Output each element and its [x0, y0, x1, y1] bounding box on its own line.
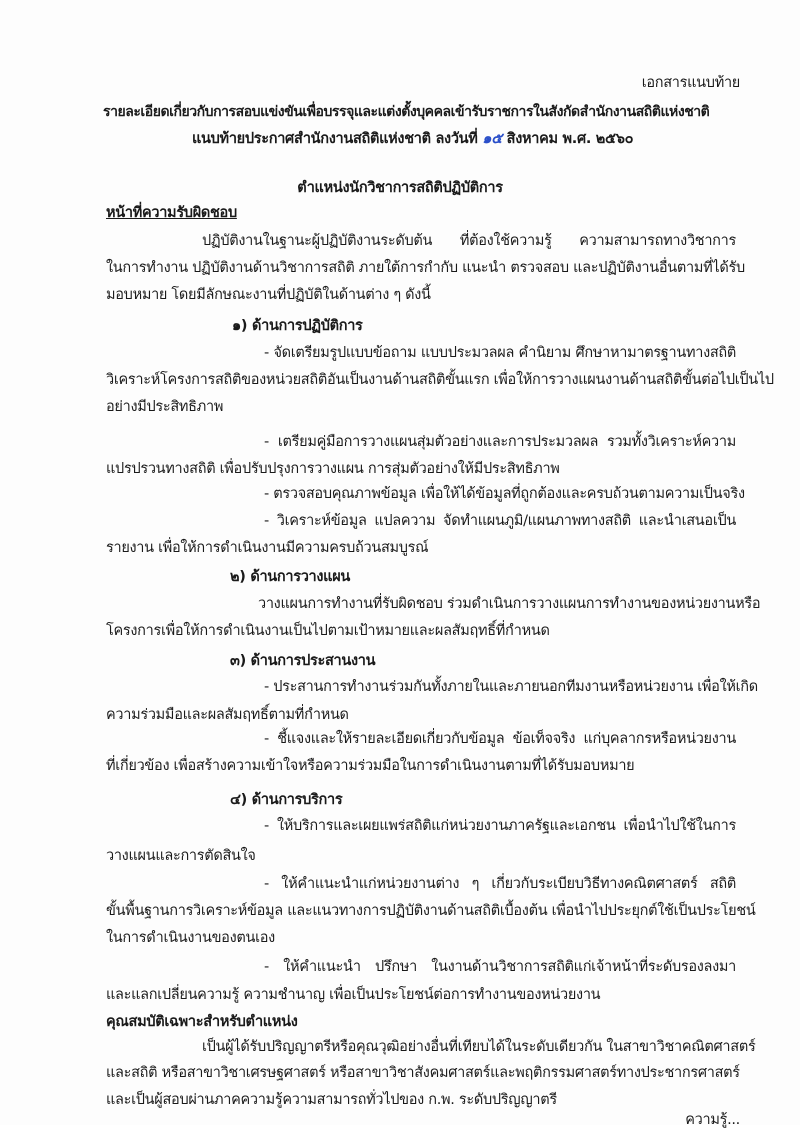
section-line: - ให้บริการและเผยแพร่สถิติแก่หน่วยงานภาครัฐและเอกชน เพื่อนำไปใช้ในการ	[264, 818, 736, 834]
section-line: ในการดำเนินงานของตนเอง	[106, 930, 275, 946]
section-line: วางแผนและการตัดสินใจ	[106, 848, 256, 864]
position-title: ตำแหน่งนักวิชาการสถิติปฏิบัติการ	[297, 180, 503, 196]
section-3-heading: ๓) ด้านการประสานงาน	[230, 653, 376, 669]
continued-label: ความรู้...	[685, 1112, 740, 1128]
title-line-2-prefix: แนบท้ายประกาศสำนักงานสถิติแห่งชาติ ลงวันที่	[192, 131, 478, 147]
duties-heading: หน้าที่ความรับผิดชอบ	[106, 205, 237, 221]
title-line-2	[192, 129, 633, 149]
section-line: วิเคราะห์โครงการสถิติของหน่วยสถิติอันเป็นงานด้านสถิติขั้นแรก เพื่อให้การวางแผนงานด้านสถิติขั้นต่อไปเป็นไป	[106, 372, 774, 388]
section-line: - ให้คำแนะนำแก่หน่วยงานต่าง ๆ เกี่ยวกับระเบียบวิธีทางคณิตศาสตร์ สถิติ	[264, 876, 736, 892]
section-line: - ตรวจสอบคุณภาพข้อมูล เพื่อให้ได้ข้อมูลที่ถูกต้องและครบถ้วนตามความเป็นจริง	[264, 486, 745, 502]
qualifications-line: และสถิติ หรือสาขาวิชาเศรษฐศาสตร์ หรือสาขาวิชาสังคมศาสตร์และพฤติกรรมศาสตร์ทางประชากรศาสตร์	[106, 1065, 740, 1081]
qualifications-line: และเป็นผู้สอบผ่านภาคความรู้ความสามารถทั่วไปของ ก.พ. ระดับปริญญาตรี	[106, 1092, 557, 1108]
section-4-heading: ๔) ด้านการบริการ	[230, 792, 343, 808]
qualifications-line: เป็นผู้ได้รับปริญญาตรีหรือคุณวุฒิอย่างอื่นที่เทียบได้ในระดับเดียวกัน ในสาขาวิชาคณิตศาสตร์	[202, 1039, 756, 1055]
duties-intro-line: ปฏิบัติงานในฐานะผู้ปฏิบัติงานระดับต้น ที่ต้องใช้ความรู้ ความสามารถทางวิชาการ	[202, 233, 736, 249]
section-line: วางแผนการทำงานที่รับผิดชอบ ร่วมดำเนินการวางแผนการทำงานของหน่วยงานหรือ	[258, 596, 761, 612]
section-2-heading: ๒) ด้านการวางแผน	[230, 569, 351, 585]
section-line: โครงการเพื่อให้การดำเนินงานเป็นไปตามเป้าหมายและผลสัมฤทธิ์ที่กำหนด	[106, 623, 550, 639]
section-line: - เตรียมคู่มือการวางแผนสุ่มตัวอย่างและการประมวลผล รวมทั้งวิเคราะห์ความ	[264, 434, 736, 450]
duties-intro-line: มอบหมาย โดยมีลักษณะงานที่ปฏิบัติในด้านต่าง ๆ ดังนี้	[106, 287, 431, 303]
section-line: - ประสานการทำงานร่วมกันทั้งภายในและภายนอกทีมงานหรือหน่วยงาน เพื่อให้เกิด	[264, 679, 758, 695]
qualifications-heading: คุณสมบัติเฉพาะสำหรับตำแหน่ง	[106, 1014, 298, 1030]
section-line: และแลกเปลี่ยนความรู้ ความชำนาญ เพื่อเป็นประโยชน์ต่อการทำงานของหน่วยงาน	[106, 987, 601, 1003]
section-line: ขั้นพื้นฐานการวิเคราะห์ข้อมูล และแนวทางการปฏิบัติงานด้านสถิติเบื้องต้น เพื่อนำไปประยุกต์ใช้เป็นประโยชน์	[106, 903, 756, 919]
section-line: - ชี้แจงและให้รายละเอียดเกี่ยวกับข้อมูล ข้อเท็จจริง แก่บุคลากรหรือหน่วยงาน	[264, 731, 736, 747]
section-line: ที่เกี่ยวข้อง เพื่อสร้างความเข้าใจหรือความร่วมมือในการดำเนินงานตามที่ได้รับมอบหมาย	[106, 758, 635, 774]
attachment-label: เอกสารแนบท้าย	[641, 75, 740, 91]
title-line-2-suffix: สิงหาคม พ.ศ. ๒๕๖๐	[506, 131, 634, 147]
duties-intro-line: ในการทำงาน ปฏิบัติงานด้านวิชาการสถิติ ภายใต้การกำกับ แนะนำ ตรวจสอบ และปฏิบัติงานอื่นตามที่ได้รับ	[106, 260, 745, 276]
section-1-heading: ๑) ด้านการปฏิบัติการ	[232, 318, 363, 334]
section-line: แปรปรวนทางสถิติ เพื่อปรับปรุงการวางแผน การสุ่มตัวอย่างให้มีประสิทธิภาพ	[106, 461, 560, 477]
section-line: ความร่วมมือและผลสัมฤทธิ์ตามที่กำหนด	[106, 707, 349, 723]
section-line: - วิเคราะห์ข้อมูล แปลความ จัดทำแผนภูมิ/แผนภาพทางสถิติ และนำเสนอเป็น	[264, 513, 736, 529]
section-line: รายงาน เพื่อให้การดำเนินงานมีความครบถ้วนสมบูรณ์	[106, 540, 429, 556]
handwritten-date-day: ๑๕	[482, 130, 502, 147]
section-line: อย่างมีประสิทธิภาพ	[106, 399, 224, 415]
title-line-1: รายละเอียดเกี่ยวกับการสอบแข่งขันเพื่อบรรจุและแต่งตั้งบุคคลเข้ารับราชการในสังกัดสำนักงานสถิติแห่งชาติ	[103, 104, 710, 120]
section-line: - จัดเตรียมรูปแบบข้อถาม แบบประมวลผล คำนิยาม ศึกษาหามาตรฐานทางสถิติ	[264, 345, 736, 361]
section-line: - ให้คำแนะนำ ปรึกษา ในงานด้านวิชาการสถิติแก่เจ้าหน้าที่ระดับรองลงมา	[264, 959, 736, 975]
